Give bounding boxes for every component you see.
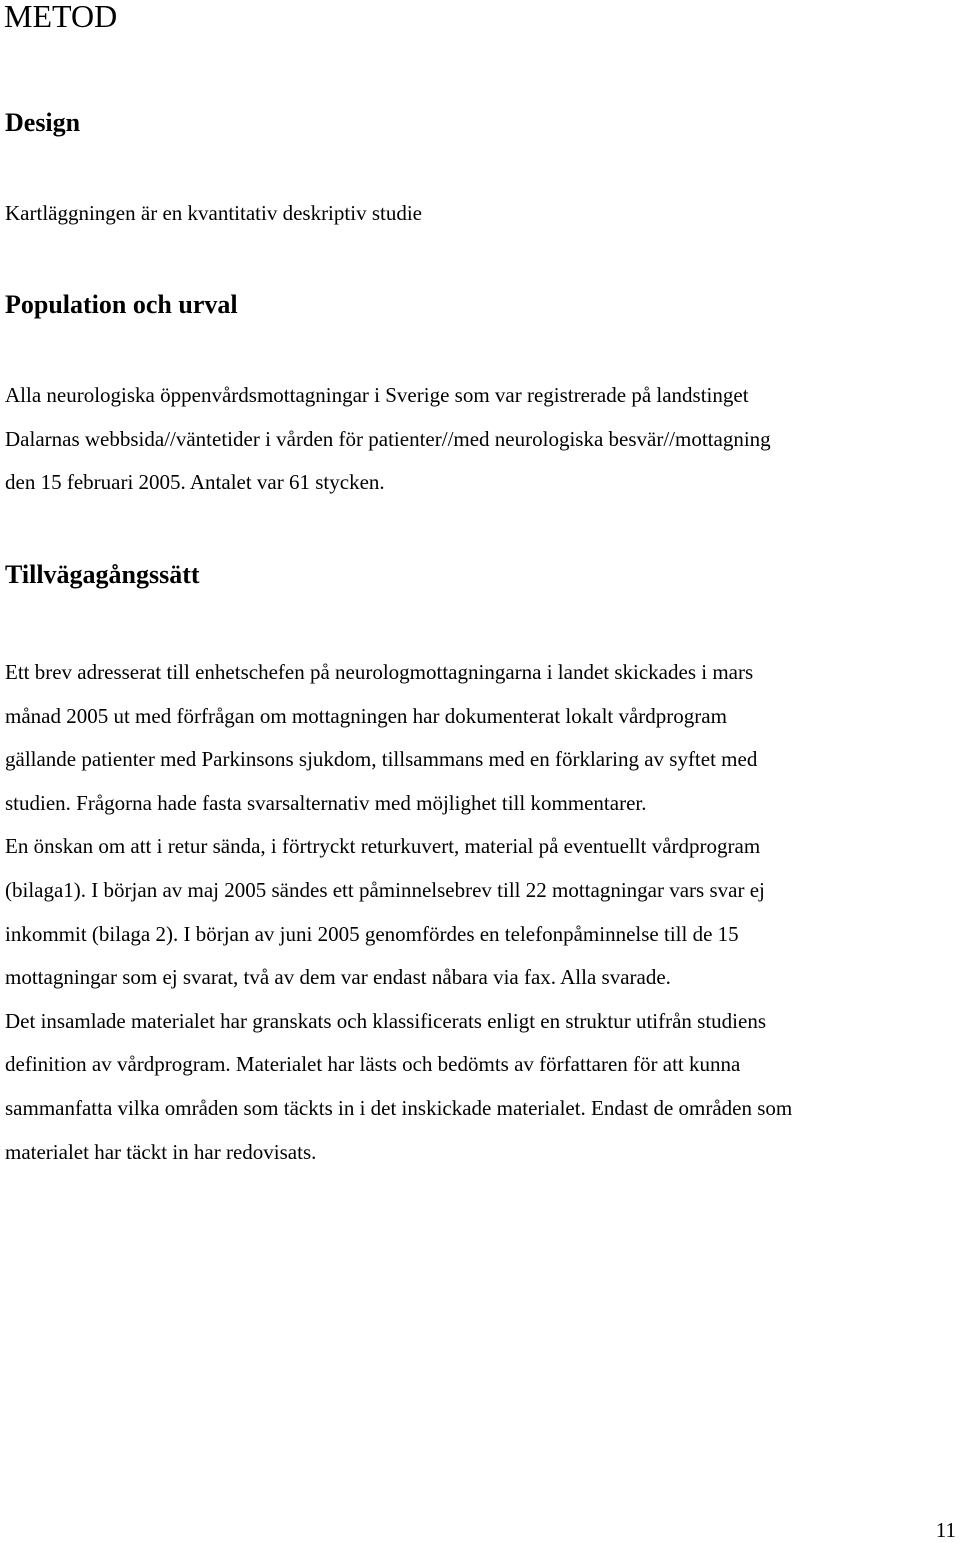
population-heading: Population och urval <box>5 290 238 319</box>
procedure-line: sammanfatta vilka områden som täckts in i det inskickade materialet. Endast de områden som <box>5 1095 793 1120</box>
procedure-line: (bilaga1). I början av maj 2005 sändes ett påminnelsebrev till 22 mottagningar vars svar ej <box>5 877 765 902</box>
procedure-line: inkommit (bilaga 2). I början av juni 2005 genomfördes en telefonpåminnelse till de 15 <box>5 921 739 946</box>
procedure-line: månad 2005 ut med förfrågan om mottagningen har dokumenterat lokalt vårdprogram <box>5 703 727 728</box>
procedure-line: Ett brev adresserat till enhetschefen på neurologmottagningarna i landet skickades i mars <box>5 660 754 684</box>
procedure-line: materialet har täckt in har redovisats. <box>5 1139 317 1164</box>
design-text: Kartläggningen är en kvantitativ deskriptiv studie <box>5 201 422 225</box>
population-paragraph <box>5 374 771 505</box>
procedure-paragraph <box>5 651 792 1174</box>
population-line: Dalarnas webbsida//väntetider i vården för patienter//med neurologiska besvär//mottagning <box>5 426 771 451</box>
procedure-line: gällande patienter med Parkinsons sjukdom, tillsammans med en förklaring av syftet med <box>5 747 758 772</box>
procedure-line: Det insamlade materialet har granskats och klassificerats enligt en struktur utifrån studiens <box>5 1008 767 1033</box>
procedure-line: definition av vårdprogram. Materialet har lästs och bedömts av författaren för att kunna <box>5 1052 741 1077</box>
population-line: Alla neurologiska öppenvårdsmottagningar i Sverige som var registrerade på landstinget <box>5 383 749 407</box>
procedure-heading: Tillvägagångssätt <box>5 560 200 589</box>
page-number: 11 <box>935 1518 956 1542</box>
procedure-line: En önskan om att i retur sända, i förtryckt returkuvert, material på eventuellt vårdprogram <box>5 834 761 859</box>
population-line: den 15 februari 2005. Antalet var 61 stycken. <box>5 470 385 495</box>
procedure-line: studien. Frågorna hade fasta svarsalternativ med möjlighet till kommentarer. <box>5 790 647 815</box>
design-heading: Design <box>5 108 81 137</box>
page-title: METOD <box>4 0 118 34</box>
procedure-line: mottagningar som ej svarat, två av dem var endast nåbara via fax. Alla svarade. <box>5 965 671 990</box>
